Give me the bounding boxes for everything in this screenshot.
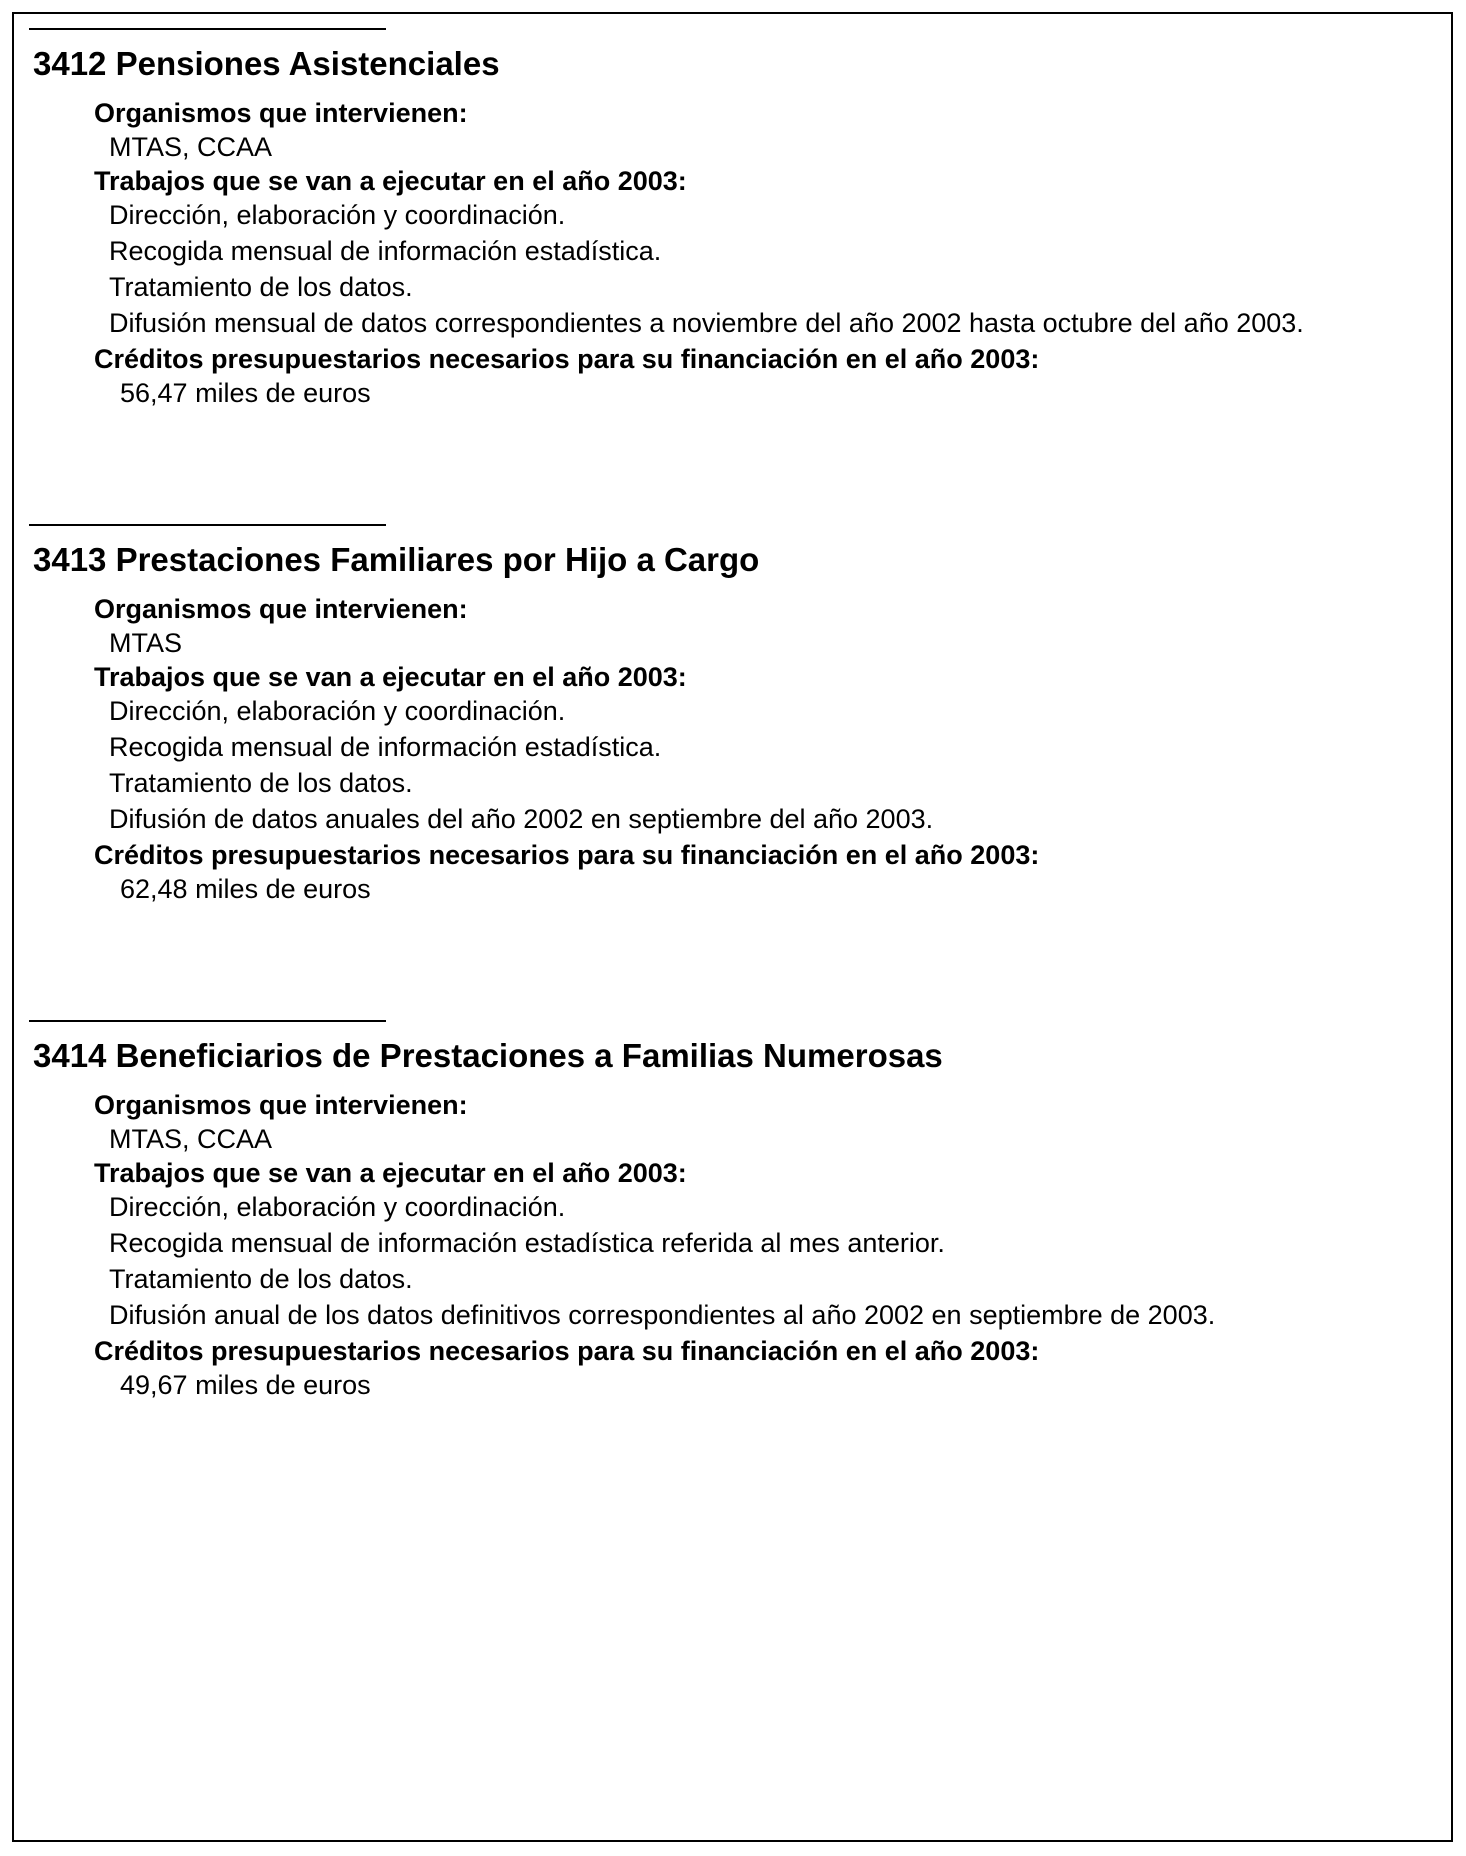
section-title: 3412 Pensiones Asistenciales [33,45,500,82]
trabajo-item: Tratamiento de los datos. [109,768,413,798]
trabajo-item: Dirección, elaboración y coordinación. [109,200,566,230]
trabajo-item: Tratamiento de los datos. [109,1264,413,1294]
creditos-value: 56,47 miles de euros [120,378,371,408]
organismos-label: Organismos que intervienen: [94,98,468,128]
section-title: 3414 Beneficiarios de Prestaciones a Familias Numerosas [33,1037,943,1074]
organismos-value: MTAS [109,628,182,658]
creditos-label: Créditos presupuestarios necesarios para su financiación en el año 2003: [94,1336,1040,1366]
trabajo-item: Difusión mensual de datos correspondientes a noviembre del año 2002 hasta octubre del año 2003. [109,308,1304,338]
trabajo-item: Tratamiento de los datos. [109,272,413,302]
trabajos-label: Trabajos que se van a ejecutar en el año 2003: [94,1158,687,1188]
trabajo-item: Dirección, elaboración y coordinación. [109,1192,566,1222]
trabajo-item: Recogida mensual de información estadística. [109,732,662,762]
creditos-value: 62,48 miles de euros [120,874,371,904]
organismos-value: MTAS, CCAA [109,132,273,162]
creditos-value: 49,67 miles de euros [120,1370,371,1400]
trabajos-label: Trabajos que se van a ejecutar en el año 2003: [94,662,687,692]
creditos-label: Créditos presupuestarios necesarios para su financiación en el año 2003: [94,344,1040,374]
trabajo-item: Recogida mensual de información estadística referida al mes anterior. [109,1228,945,1258]
section-rule [29,1020,386,1022]
creditos-label: Créditos presupuestarios necesarios para su financiación en el año 2003: [94,840,1040,870]
organismos-label: Organismos que intervienen: [94,1090,468,1120]
organismos-label: Organismos que intervienen: [94,594,468,624]
trabajo-item: Difusión de datos anuales del año 2002 en septiembre del año 2003. [109,804,934,834]
organismos-value: MTAS, CCAA [109,1124,273,1154]
trabajo-item: Recogida mensual de información estadística. [109,236,662,266]
trabajos-label: Trabajos que se van a ejecutar en el año 2003: [94,166,687,196]
section-rule [29,28,386,30]
trabajo-item: Dirección, elaboración y coordinación. [109,696,566,726]
trabajo-item: Difusión anual de los datos definitivos correspondientes al año 2002 en septiembre de 2003. [109,1300,1216,1330]
section-rule [29,524,386,526]
section-title: 3413 Prestaciones Familiares por Hijo a Cargo [33,541,760,578]
